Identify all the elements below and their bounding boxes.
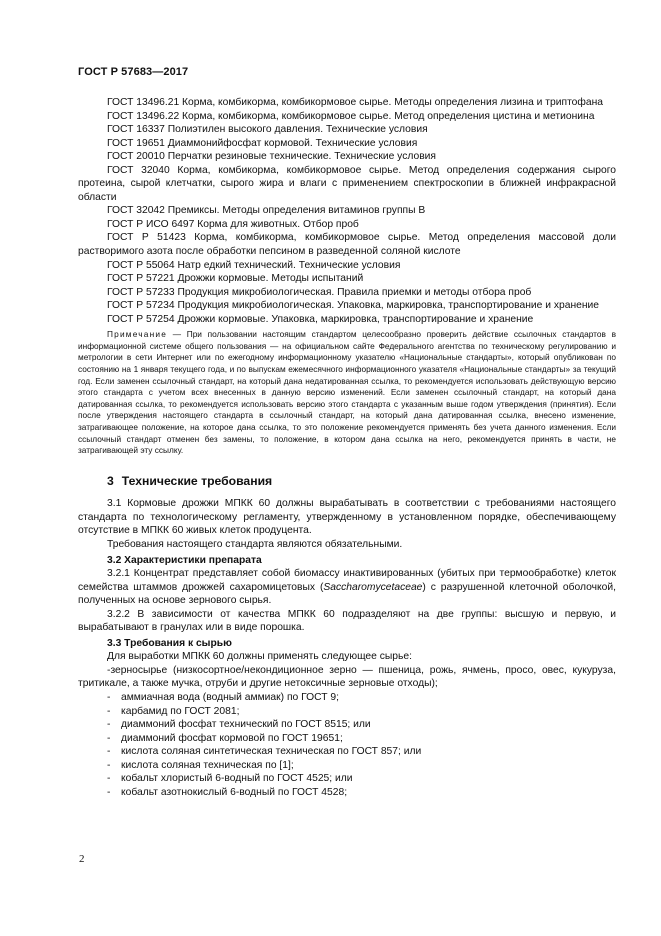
ref-item: ГОСТ 32040 Корма, комбикорма, комбикормовое сырье. Метод определения содержания сырого протеина, сырой клетчатки, сырого жира и влаги с применением спектроскопии в ближней инфракрасной области bbox=[78, 164, 616, 203]
paragraph-3-1: 3.1 Кормовые дрожжи МПКК 60 должны вырабатывать в соответствии с требованиями настоящего стандарта по технологическому регламенту, утвержденному в установленном порядке, обеспечивающему отсутствие в МПКК 60 живых клеток продуцента. bbox=[78, 498, 616, 537]
ref-item: ГОСТ Р 57221 Дрожжи кормовые. Методы испытаний bbox=[107, 273, 364, 285]
list-item: - кобальт хлористый 6-водный по ГОСТ 4525; или bbox=[107, 773, 353, 785]
page-header: ГОСТ Р 57683—2017 bbox=[78, 66, 189, 78]
list-item: - кислота соляная синтетическая техническая по ГОСТ 857; или bbox=[107, 746, 422, 758]
ref-item: ГОСТ 13496.21 Корма, комбикорма, комбикормовое сырье. Методы определения лизина и триптофана bbox=[107, 97, 604, 108]
dash-marker: - bbox=[107, 664, 111, 676]
page-number: 2 bbox=[79, 853, 85, 865]
list-item: - кислота соляная техническая по [1]; bbox=[107, 759, 294, 771]
note-paragraph bbox=[78, 329, 616, 457]
ref-item: ГОСТ 16337 Полиэтилен высокого давления. Технические условия bbox=[107, 124, 428, 136]
ref-item: ГОСТ Р ИСО 6497 Корма для животных. Отбор проб bbox=[107, 218, 359, 230]
list-item: - карбамид по ГОСТ 2081; bbox=[107, 705, 240, 717]
paragraph-3-1-b: Требования настоящего стандарта являются обязательными. bbox=[107, 539, 403, 551]
paragraph-3-2-1: 3.2.1 Концентрат представляет собой биомассу инактивированных (убитых при термообработке) клеток семейства штаммов дрожжей сахаромицетовых (Saccharomycetaceae) с разрушенной клеточной оболочкой, полученных на основе зернового сырья. bbox=[78, 568, 616, 607]
ref-item: ГОСТ Р 51423 Корма, комбикорма, комбикормовое сырье. Метод определения массовой доли растворимого азота после обработки пепсином в разведенной соляной кислоте bbox=[78, 232, 616, 258]
dash-marker: - bbox=[107, 732, 111, 744]
list-item: -зерносырье (низкосортное/некондиционное зерно — пшеница, рожь, ячмень, просо, овес, кукуруза, тритикале, а также мучка, отруби и другие нетоксичные зерновые отходы); bbox=[78, 664, 616, 690]
section-number: 3 bbox=[107, 473, 114, 488]
ref-item: ГОСТ 13496.22 Корма, комбикорма, комбикормовое сырье. Метод определения цистина и метионина bbox=[107, 110, 595, 122]
list-item: - аммиачная вода (водный аммиак) по ГОСТ 9; bbox=[107, 692, 339, 704]
ref-item: ГОСТ 19651 Диаммонийфосфат кормовой. Технические условия bbox=[107, 137, 418, 149]
subsection-heading-3-3: 3.3 Требования к сырью bbox=[107, 637, 232, 649]
ref-item: ГОСТ 32042 Премиксы. Методы определения витаминов группы В bbox=[107, 205, 426, 217]
note-label: Примечание bbox=[107, 329, 168, 340]
dash-marker: - bbox=[107, 719, 111, 731]
paragraph-3-2-2: 3.2.2 В зависимости от качества МПКК 60 подразделяют на две группы: высшую и первую, и вырабатывают в гранулах или в виде порошка. bbox=[78, 608, 616, 634]
dash-marker: - bbox=[107, 773, 111, 785]
list-item: - диаммоний фосфат кормовой по ГОСТ 19651; bbox=[107, 732, 343, 744]
ref-item: ГОСТ Р 57234 Продукция микробиологическая. Упаковка, маркировка, транспортирование и хранение bbox=[107, 300, 600, 312]
list-item: - кобальт азотнокислый 6-водный по ГОСТ 4528; bbox=[107, 786, 348, 798]
ref-item: ГОСТ Р 57254 Дрожжи кормовые. Упаковка, маркировка, транспортирование и хранение bbox=[107, 313, 534, 325]
ref-item: ГОСТ Р 57233 Продукция микробиологическая. Правила приемки и методы отбора проб bbox=[107, 286, 532, 298]
dash-marker: - bbox=[107, 786, 111, 798]
dash-marker: - bbox=[107, 746, 111, 758]
list-item: - диаммоний фосфат технический по ГОСТ 8515; или bbox=[107, 719, 371, 731]
page-content bbox=[78, 96, 616, 799]
section-title: Технические требования bbox=[121, 473, 273, 488]
paragraph-3-3: Для выработки МПКК 60 должны применять следующее сырье: bbox=[107, 651, 412, 663]
latin-term: Saccharomycetaceae bbox=[323, 581, 423, 593]
ref-item: ГОСТ Р 55064 Натр едкий технический. Технические условия bbox=[107, 259, 401, 271]
dash-marker: - bbox=[107, 692, 111, 704]
dash-marker: - bbox=[107, 705, 111, 717]
subsection-heading-3-2: 3.2 Характеристики препарата bbox=[107, 554, 262, 566]
section-heading bbox=[107, 475, 616, 489]
note-text: — При пользовании настоящим стандартом целесообразно проверить действие ссылочных стандартов в информационной системе общего пользования — на официальном сайте Федерального агентства по техническому регулированию и метрологии в сети Интернет или по ежегодному информационному указателю «Национальные стандарты», который опубликован по состоянию на 1 января текущего года, и по выпускам ежемесячного информационного указателя «Национальные стандарты» за текущий год. Если заменен ссылочный стандарт, на который дана недатированная ссылка, то рекомендуется использовать действующую версию этого стандарта с учетом всех внесенных в данную версию изменений. Если заменен ссылочный стандарт, на который дана датированная ссылка, то рекомендуется использовать версию этого стандарта с указанным выше годом утверждения (принятия). Если после утверждения настоящего стандарта в ссылочный стандарт, на который дана датированная ссылка, внесено изменение, затрагивающее положение, на которое дана ссылка, то это положение рекомендуется применять без учета данного изменения. Если ссылочный стандарт отменен без замены, то положение, в котором дана ссылка на него, рекомендуется принять в части, не затрагивающей эту ссылку. bbox=[78, 329, 616, 456]
ref-item: ГОСТ 20010 Перчатки резиновые технические. Технические условия bbox=[107, 151, 436, 163]
dash-marker: - bbox=[107, 759, 111, 771]
